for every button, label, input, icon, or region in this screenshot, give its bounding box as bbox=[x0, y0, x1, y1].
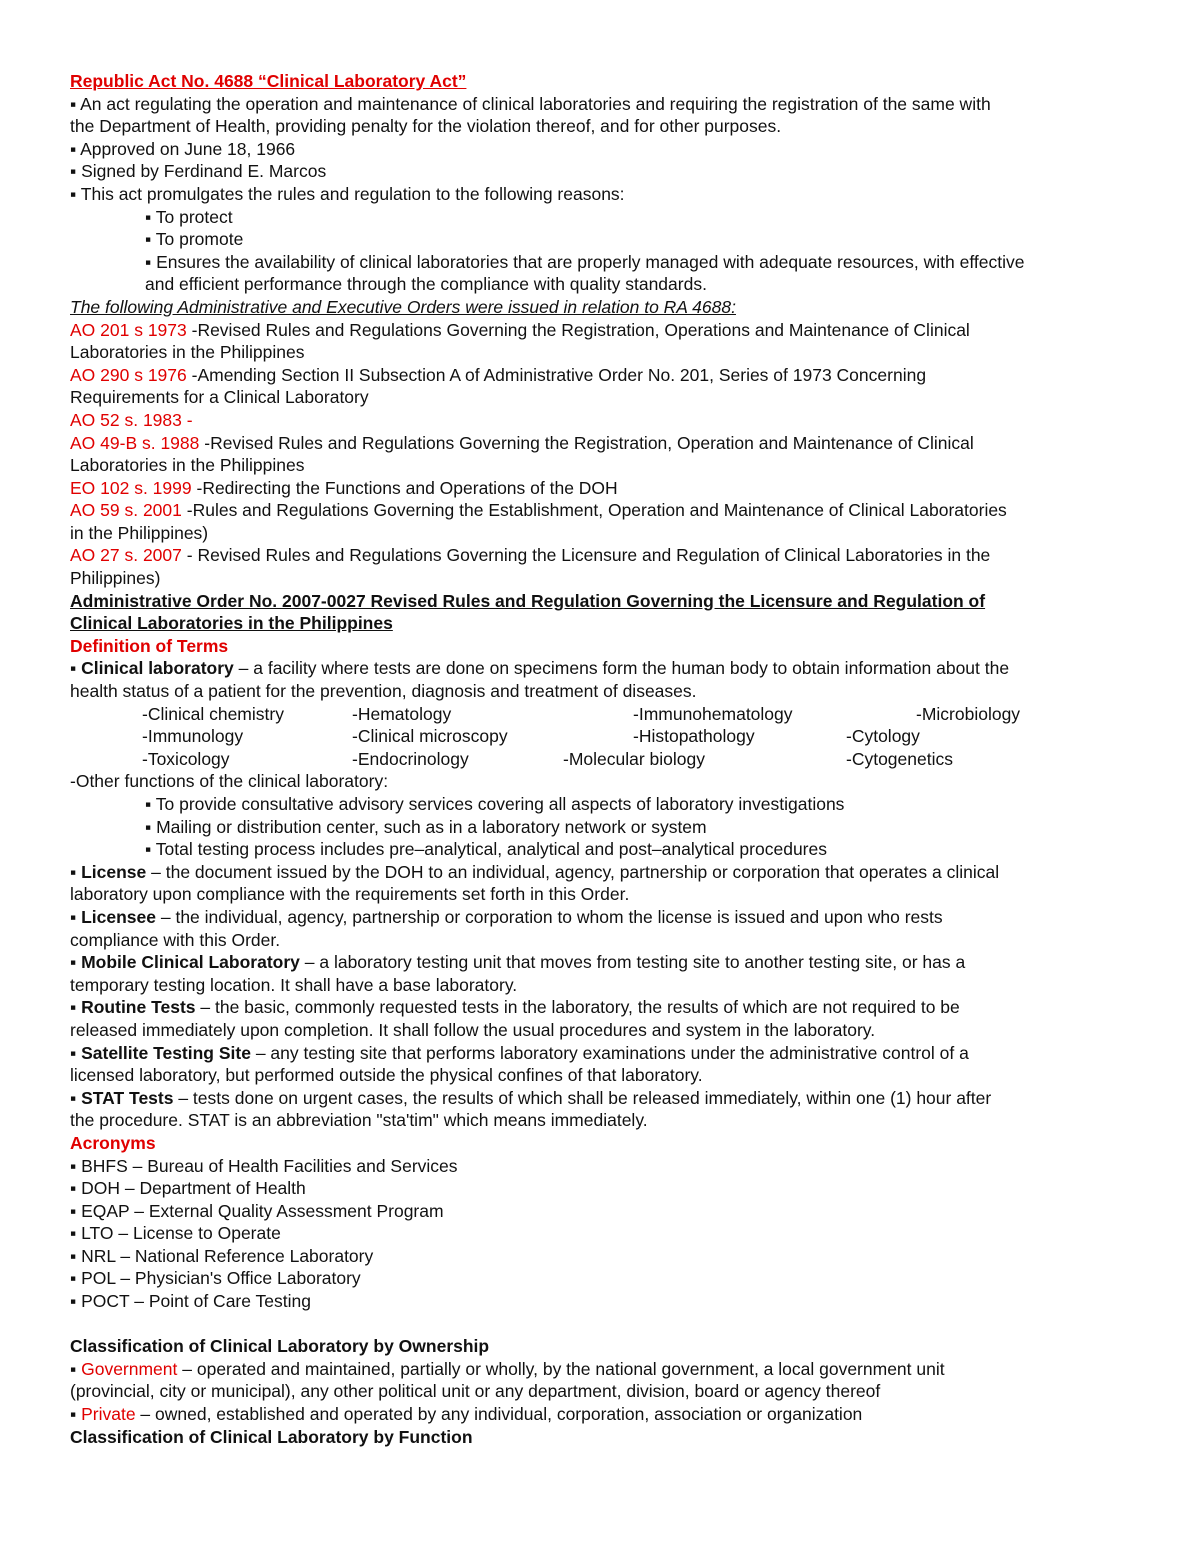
order-desc: -Redirecting the Functions and Operations of the DOH bbox=[191, 477, 618, 498]
bullet: ▪ bbox=[70, 1087, 77, 1108]
intro-bullet-1-cont: the Department of Health, providing penalty for the violation thereof, and for other purposes. bbox=[70, 116, 782, 137]
term-satellite-site bbox=[70, 1042, 1130, 1065]
bullet: ▪ bbox=[70, 1268, 77, 1289]
reason-ensures-cont: and efficient performance through the compliance with quality standards. bbox=[145, 274, 707, 295]
bullet: ▪ bbox=[70, 952, 77, 973]
order-item bbox=[70, 364, 1130, 387]
other-functions-label: -Other functions of the clinical laboratory: bbox=[70, 771, 389, 792]
acronym-item bbox=[70, 1200, 1130, 1223]
acronym-text: BHFS – Bureau of Health Facilities and Services bbox=[81, 1155, 458, 1176]
bullet: ▪ bbox=[145, 816, 152, 837]
order-code: AO 201 s 1973 bbox=[70, 319, 187, 340]
ownership-government bbox=[70, 1358, 1130, 1381]
term-name: Mobile Clinical Laboratory bbox=[81, 952, 300, 973]
acronym-item bbox=[70, 1222, 1130, 1245]
order-desc: -Amending Section II Subsection A of Administrative Order No. 201, Series of 1973 Concerning bbox=[186, 364, 927, 385]
document-title: Republic Act No. 4688 “Clinical Laboratory Act” bbox=[70, 71, 467, 91]
bullet: ▪ bbox=[70, 1404, 77, 1425]
functions-row bbox=[70, 703, 1130, 726]
function-item: -Cytology bbox=[846, 726, 920, 747]
reason-promote bbox=[70, 228, 1130, 251]
term-definition-cont: released immediately upon completion. It shall follow the usual procedures and system in the laboratory. bbox=[70, 1019, 876, 1040]
order-desc: - bbox=[181, 409, 193, 430]
bullet: ▪ bbox=[145, 229, 152, 250]
bullet: ▪ bbox=[70, 183, 77, 204]
order-item-cont: Philippines) bbox=[70, 568, 161, 589]
bullet: ▪ bbox=[70, 906, 77, 927]
term-definition-cont: licensed laboratory, but performed outside the physical confines of that laboratory. bbox=[70, 1065, 703, 1086]
ownership-private bbox=[70, 1403, 1130, 1426]
acronym-text: NRL – National Reference Laboratory bbox=[81, 1245, 374, 1266]
function-item: -Immunology bbox=[142, 726, 244, 747]
bullet: ▪ bbox=[70, 1291, 77, 1312]
function-item: -Clinical chemistry bbox=[142, 703, 284, 724]
function-heading: Classification of Clinical Laboratory by Function bbox=[70, 1426, 473, 1447]
term-name: STAT Tests bbox=[81, 1087, 174, 1108]
other-function-item bbox=[70, 816, 1130, 839]
ownership-desc-cont: (provincial, city or municipal), any other political unit or any department, division, board or agency thereof bbox=[70, 1381, 881, 1402]
term-name: Satellite Testing Site bbox=[81, 1042, 251, 1063]
bullet: ▪ bbox=[70, 1155, 77, 1176]
spacer bbox=[70, 1313, 1130, 1336]
bullet: ▪ bbox=[70, 1178, 77, 1199]
intro-signed bbox=[70, 160, 1130, 183]
order-item bbox=[70, 499, 1130, 522]
order-desc: -Rules and Regulations Governing the Establishment, Operation and Maintenance of Clinical Laboratories bbox=[181, 500, 1007, 521]
intro-bullet-1 bbox=[70, 93, 1130, 116]
acronym-text: LTO – License to Operate bbox=[81, 1223, 281, 1244]
order-item bbox=[70, 319, 1130, 342]
reason-text: Ensures the availability of clinical laboratories that are properly managed with adequate resources, with effective bbox=[156, 251, 1025, 272]
other-function-text: Mailing or distribution center, such as in a laboratory network or system bbox=[156, 816, 707, 837]
order-code: AO 290 s 1976 bbox=[70, 364, 187, 385]
ownership-label: Government bbox=[81, 1358, 178, 1379]
intro-approved bbox=[70, 138, 1130, 161]
approved-text: Approved on June 18, 1966 bbox=[80, 138, 296, 159]
bullet: ▪ bbox=[70, 861, 77, 882]
reason-protect bbox=[70, 206, 1130, 229]
reason-ensures bbox=[70, 251, 1130, 274]
acronym-item bbox=[70, 1290, 1130, 1313]
term-mobile-lab bbox=[70, 951, 1130, 974]
order-item bbox=[70, 477, 1130, 500]
term-licensee bbox=[70, 906, 1130, 929]
ownership-label: Private bbox=[81, 1404, 136, 1425]
acronym-text: DOH – Department of Health bbox=[81, 1178, 306, 1199]
ownership-heading: Classification of Clinical Laboratory by Ownership bbox=[70, 1336, 490, 1357]
order-code: AO 27 s. 2007 bbox=[70, 545, 182, 566]
bullet: ▪ bbox=[70, 658, 77, 679]
bullet: ▪ bbox=[145, 251, 152, 272]
term-definition: – any testing site that performs laboratory examinations under the administrative control of a bbox=[250, 1042, 969, 1063]
function-item: -Endocrinology bbox=[352, 748, 469, 769]
definitions-heading: Definition of Terms bbox=[70, 635, 229, 656]
order-code: AO 52 s. 1983 bbox=[70, 409, 182, 430]
term-definition: – a laboratory testing unit that moves from testing site to another testing site, or has a bbox=[299, 952, 966, 973]
function-item: -Immunohematology bbox=[633, 703, 793, 724]
ownership-desc: – owned, established and operated by any individual, corporation, association or organization bbox=[135, 1404, 863, 1425]
term-name: Licensee bbox=[81, 906, 156, 927]
other-function-text: Total testing process includes pre–analytical, analytical and post–analytical procedures bbox=[155, 839, 827, 860]
function-item: -Microbiology bbox=[916, 703, 1021, 724]
term-definition: – the document issued by the DOH to an individual, agency, partnership or corporation that operates a clinical bbox=[146, 861, 1000, 882]
order-item-cont: Laboratories in the Philippines bbox=[70, 455, 305, 476]
term-definition-cont: health status of a patient for the prevention, diagnosis and treatment of diseases. bbox=[70, 681, 697, 702]
term-license bbox=[70, 861, 1130, 884]
order-item bbox=[70, 544, 1130, 567]
bullet: ▪ bbox=[145, 794, 152, 814]
acronym-item bbox=[70, 1245, 1130, 1268]
bullet: ▪ bbox=[145, 839, 152, 860]
acronym-text: EQAP – External Quality Assessment Program bbox=[81, 1200, 444, 1221]
function-item: -Hematology bbox=[352, 703, 452, 724]
function-item: -Histopathology bbox=[633, 726, 755, 747]
order-desc: -Revised Rules and Regulations Governing the Registration, Operation and Maintenance of Clinical bbox=[199, 432, 974, 453]
order-item-cont: Laboratories in the Philippines bbox=[70, 342, 305, 363]
term-definition: – the basic, commonly requested tests in the laboratory, the results of which are not required to be bbox=[195, 997, 960, 1018]
term-definition: – a facility where tests are done on specimens form the human body to obtain information about the bbox=[233, 658, 1010, 679]
acronym-text: POL – Physician's Office Laboratory bbox=[81, 1268, 361, 1289]
ao-title-cont: Clinical Laboratories in the Philippines bbox=[70, 613, 393, 634]
promulgates-text: This act promulgates the rules and regulation to the following reasons: bbox=[80, 183, 625, 204]
term-definition: – the individual, agency, partnership or corporation to whom the license is issued and upon who rests bbox=[156, 906, 943, 927]
bullet: ▪ bbox=[70, 138, 77, 159]
other-function-item bbox=[70, 793, 1130, 816]
order-desc: - Revised Rules and Regulations Governing the Licensure and Regulation of Clinical Laboratories in the bbox=[181, 545, 991, 566]
term-clinical-laboratory bbox=[70, 657, 1130, 680]
bullet: ▪ bbox=[70, 1223, 77, 1244]
order-code: AO 49-B s. 1988 bbox=[70, 432, 200, 453]
bullet: ▪ bbox=[70, 997, 77, 1018]
order-code: EO 102 s. 1999 bbox=[70, 477, 192, 498]
term-definition-cont: the procedure. STAT is an abbreviation "sta'tim" which means immediately. bbox=[70, 1110, 648, 1131]
term-name: Routine Tests bbox=[81, 997, 196, 1018]
ownership-desc: – operated and maintained, partially or wholly, by the national government, a local government unit bbox=[177, 1358, 945, 1379]
intro-promulgates bbox=[70, 183, 1130, 206]
term-routine-tests bbox=[70, 996, 1130, 1019]
bullet: ▪ bbox=[70, 1042, 77, 1063]
function-item: -Clinical microscopy bbox=[352, 726, 508, 747]
reason-text: To protect bbox=[155, 206, 233, 227]
acronym-text: POCT – Point of Care Testing bbox=[81, 1291, 311, 1312]
orders-heading: The following Administrative and Executive Orders were issued in relation to RA 4688: bbox=[70, 296, 736, 317]
term-definition-cont: temporary testing location. It shall have a base laboratory. bbox=[70, 974, 518, 995]
bullet: ▪ bbox=[70, 93, 77, 114]
term-definition-cont: laboratory upon compliance with the requirements set forth in this Order. bbox=[70, 884, 630, 905]
function-item: -Molecular biology bbox=[563, 748, 706, 769]
acronyms-heading: Acronyms bbox=[70, 1132, 156, 1153]
function-item: -Cytogenetics bbox=[846, 748, 953, 769]
term-name: License bbox=[81, 861, 147, 882]
reason-text: To promote bbox=[155, 229, 244, 250]
bullet: ▪ bbox=[70, 161, 77, 182]
term-stat-tests bbox=[70, 1087, 1130, 1110]
bullet: ▪ bbox=[70, 1358, 77, 1379]
bullet: ▪ bbox=[145, 206, 152, 227]
ao-title: Administrative Order No. 2007-0027 Revised Rules and Regulation Governing the Licensure and Regulation of bbox=[70, 590, 986, 611]
functions-row bbox=[70, 748, 1130, 771]
term-name: Clinical laboratory bbox=[81, 658, 234, 679]
bullet: ▪ bbox=[70, 1200, 77, 1221]
other-function-item bbox=[70, 838, 1130, 861]
order-item-cont: Requirements for a Clinical Laboratory bbox=[70, 387, 369, 408]
function-item: -Toxicology bbox=[142, 748, 230, 769]
order-item bbox=[70, 432, 1130, 455]
term-definition: – tests done on urgent cases, the results of which shall be released immediately, within one (1) hour after bbox=[173, 1087, 992, 1108]
order-item bbox=[70, 409, 1130, 432]
term-definition-cont: compliance with this Order. bbox=[70, 929, 281, 950]
acronym-item bbox=[70, 1267, 1130, 1290]
intro-text: An act regulating the operation and maintenance of clinical laboratories and requiring the registration of the same with bbox=[80, 93, 991, 114]
order-code: AO 59 s. 2001 bbox=[70, 500, 182, 521]
order-item-cont: in the Philippines) bbox=[70, 522, 209, 543]
order-desc: -Revised Rules and Regulations Governing the Registration, Operations and Maintenance of Clinical bbox=[186, 319, 970, 340]
other-function-text: To provide consultative advisory services covering all aspects of laboratory investigations bbox=[155, 794, 845, 814]
signed-text: Signed by Ferdinand E. Marcos bbox=[81, 161, 327, 182]
functions-row bbox=[70, 725, 1130, 748]
acronym-item bbox=[70, 1177, 1130, 1200]
acronym-item bbox=[70, 1155, 1130, 1178]
bullet: ▪ bbox=[70, 1245, 77, 1266]
